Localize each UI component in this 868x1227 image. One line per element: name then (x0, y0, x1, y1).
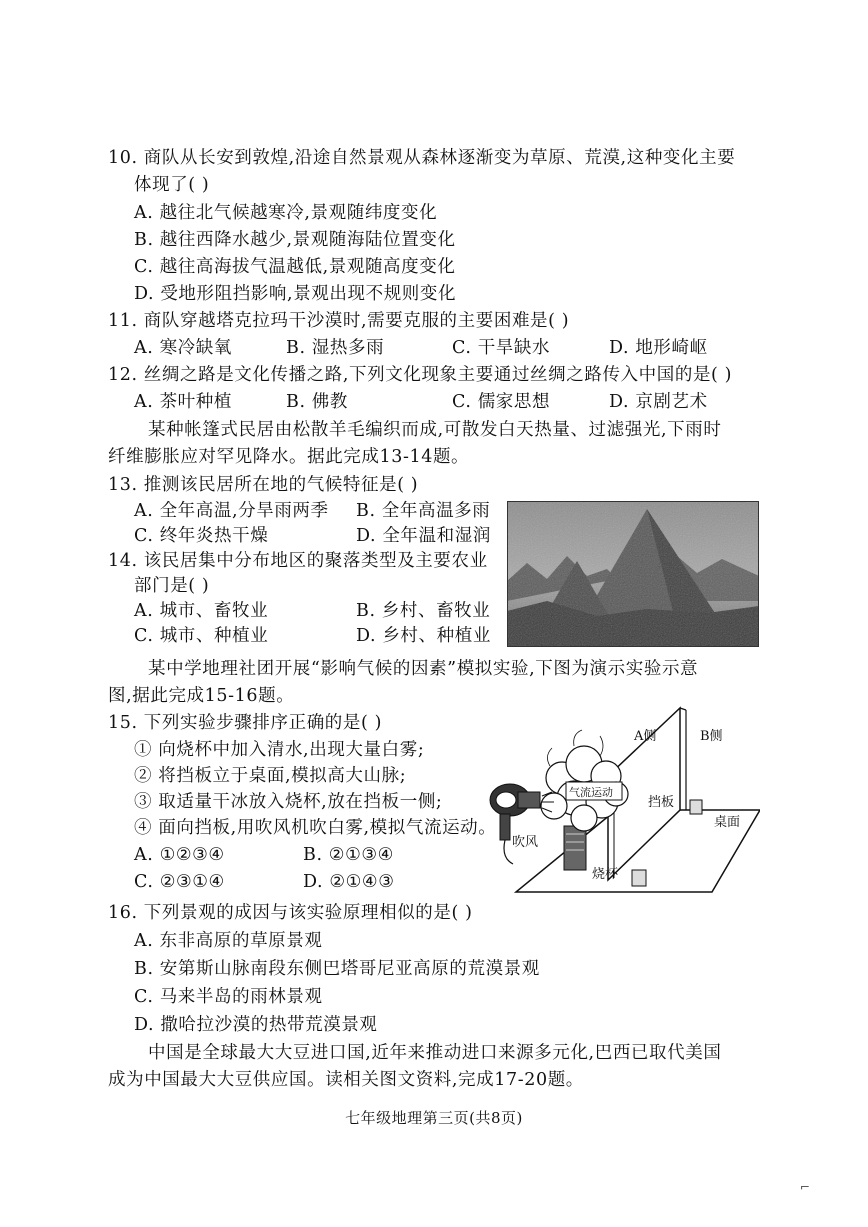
q11-option-b: B. 湿热多雨 (286, 338, 385, 358)
q13-option-b: B. 全年高温多雨 (356, 501, 491, 521)
q16-option-b: B. 安第斯山脉南段东侧巴塔哥尼亚高原的荒漠景观 (134, 959, 540, 979)
q14-option-b: B. 乡村、畜牧业 (356, 601, 491, 621)
label-blower: 吹风 (512, 835, 539, 850)
passage-17-20-line1: 中国是全球最大大豆进口国,近年来推动进口来源多元化,巴西已取代美国 (148, 1043, 722, 1063)
q12-stem: 12. 丝绸之路是文化传播之路,下列文化现象主要通过丝绸之路传入中国的是( ) (108, 365, 733, 385)
passage-13-14-line1: 某种帐篷式民居由松散羊毛编织而成,可散发白天热量、过滤强光,下雨时 (148, 420, 722, 440)
q14-option-d: D. 乡村、种植业 (356, 626, 491, 646)
q15-stem: 15. 下列实验步骤排序正确的是( ) (108, 713, 383, 733)
q10-option-a: A. 越往北气候越寒冷,景观随纬度变化 (134, 203, 438, 223)
baffle-base-front (632, 870, 646, 886)
q13-option-c: C. 终年炎热干燥 (134, 526, 269, 546)
hair-dryer (490, 784, 554, 864)
q14-option-a: A. 城市、畜牧业 (134, 601, 269, 621)
label-table: 桌面 (714, 815, 741, 830)
q15-step-4: ④ 面向挡板,用吹风机吹白雾,模拟气流运动。 (134, 818, 497, 838)
q16-option-c: C. 马来半岛的雨林景观 (134, 987, 323, 1007)
q11-stem: 11. 商队穿越塔克拉玛干沙漠时,需要克服的主要困难是( ) (108, 311, 570, 331)
passage-13-14-line2: 纤维膨胀应对罕见降水。据此完成13-14题。 (108, 447, 470, 467)
q11-option-a: A. 寒冷缺氧 (134, 338, 232, 358)
q13-stem: 13. 推测该民居所在地的气候特征是( ) (108, 475, 419, 495)
q14-option-c: C. 城市、种植业 (134, 626, 269, 646)
label-side-b: B侧 (700, 729, 723, 744)
beaker (564, 826, 586, 870)
q16-option-d: D. 撒哈拉沙漠的热带荒漠景观 (134, 1015, 378, 1035)
q15-option-a: A. ①②③④ (134, 845, 225, 865)
q12-option-c: C. 儒家思想 (452, 392, 551, 412)
label-airflow: 气流运动 (569, 786, 613, 799)
q10-stem-line2: 体现了( ) (134, 175, 210, 195)
q14-stem-line2: 部门是( ) (134, 576, 210, 596)
baffle-base-back (690, 800, 702, 814)
q10-option-b: B. 越往西降水越少,景观随海陆位置变化 (134, 230, 456, 250)
q15-option-c: C. ②③①④ (134, 872, 225, 892)
q15-option-d: D. ②①④③ (303, 872, 395, 892)
q11-option-d: D. 地形崎岖 (609, 338, 708, 358)
q15-step-1: ① 向烧杯中加入清水,出现大量白雾; (134, 740, 425, 760)
q15-option-b: B. ②①③④ (303, 845, 394, 865)
label-baffle: 挡板 (648, 795, 675, 810)
q16-option-a: A. 东非高原的草原景观 (134, 931, 323, 951)
tent-dwelling-photo (507, 501, 759, 647)
label-side-a: A侧 (634, 729, 657, 744)
label-beaker: 烧杯 (592, 867, 619, 882)
q12-option-b: B. 佛教 (286, 392, 348, 412)
q15-step-3: ③ 取适量干冰放入烧杯,放在挡板一侧; (134, 792, 443, 812)
page-footer: 七年级地理第三页(共8页) (345, 1109, 523, 1127)
q10-option-d: D. 受地形阻挡影响,景观出现不规则变化 (134, 284, 457, 304)
passage-15-16-line2: 图,据此完成15-16题。 (108, 686, 295, 706)
passage-15-16-line1: 某中学地理社团开展“影响气候的因素”模拟实验,下图为演示实验示意 (148, 659, 699, 679)
q16-stem: 16. 下列景观的成因与该实验原理相似的是( ) (108, 903, 473, 923)
passage-17-20-line2: 成为中国最大大豆供应国。读相关图文资料,完成17-20题。 (108, 1070, 584, 1090)
corner-mark: ⌐ (800, 1180, 811, 1194)
q12-option-d: D. 京剧艺术 (609, 392, 708, 412)
q13-option-d: D. 全年温和湿润 (356, 526, 491, 546)
q13-option-a: A. 全年高温,分旱雨两季 (134, 501, 329, 521)
q12-option-a: A. 茶叶种植 (134, 392, 232, 412)
q10-option-c: C. 越往高海拔气温越低,景观随高度变化 (134, 257, 456, 277)
q14-stem-line1: 14. 该民居集中分布地区的聚落类型及主要农业 (108, 551, 488, 571)
experiment-diagram (484, 706, 760, 896)
q10-stem-line1: 10. 商队从长安到敦煌,沿途自然景观从森林逐渐变为草原、荒漠,这种变化主要 (108, 148, 736, 168)
q15-step-2: ② 将挡板立于桌面,模拟高大山脉; (134, 766, 407, 786)
q11-option-c: C. 干旱缺水 (452, 338, 551, 358)
